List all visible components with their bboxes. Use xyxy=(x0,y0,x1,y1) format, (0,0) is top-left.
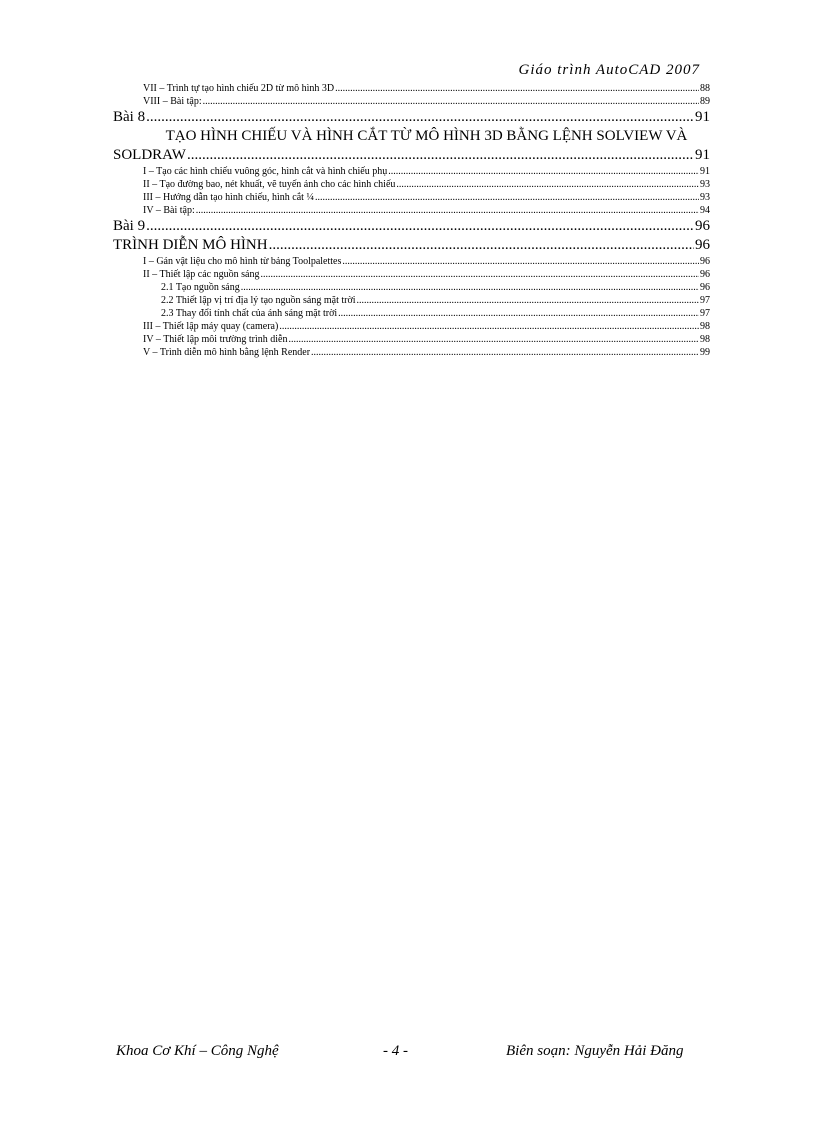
toc-leader-dots xyxy=(311,346,699,359)
toc-entry-page: 91 xyxy=(695,109,710,125)
toc-entry[interactable] xyxy=(113,281,710,294)
toc-leader-dots xyxy=(338,307,699,320)
toc-entry[interactable] xyxy=(113,307,710,320)
toc-leader-dots xyxy=(269,236,694,255)
toc-entry-page: 98 xyxy=(700,334,710,345)
toc-entry-page: 93 xyxy=(700,179,710,190)
toc-entry[interactable] xyxy=(113,268,710,281)
toc-entry-label: II – Thiết lập các nguồn sáng xyxy=(143,269,260,280)
toc-entry-label: 2.1 Tạo nguồn sáng xyxy=(161,282,240,293)
toc-entry[interactable] xyxy=(113,294,710,307)
toc-entry-label: I – Tạo các hình chiếu vuông góc, hình cắt và hình chiếu phụ xyxy=(143,166,388,177)
toc-entry-page: 97 xyxy=(700,295,710,306)
toc-leader-dots xyxy=(279,320,699,333)
toc-entry[interactable] xyxy=(113,217,710,236)
toc-entry[interactable] xyxy=(113,146,710,165)
toc-entry-page: 91 xyxy=(695,147,710,163)
toc-entry-label: SOLDRAW xyxy=(113,147,186,163)
toc-entry[interactable] xyxy=(113,178,710,191)
toc-leader-dots xyxy=(203,95,699,108)
toc-entry[interactable] xyxy=(113,127,710,146)
toc-leader-dots xyxy=(146,217,694,236)
toc-leader-dots xyxy=(357,294,699,307)
toc-leader-dots xyxy=(342,255,699,268)
toc-entry[interactable] xyxy=(113,236,710,255)
toc-entry-label: I – Gán vật liệu cho mô hình từ bảng Toolpalettes xyxy=(143,256,342,267)
toc-entry-label: III – Thiết lập máy quay (camera) xyxy=(143,321,279,332)
toc-entry-page: 96 xyxy=(700,269,710,280)
toc-entry-label: 2.3 Thay đổi tính chất của ánh sáng mặt trời xyxy=(161,308,338,319)
toc-leader-dots xyxy=(335,82,699,95)
toc-entry-page: 89 xyxy=(700,96,710,107)
toc-entry[interactable] xyxy=(113,333,710,346)
table-of-contents xyxy=(113,82,710,359)
toc-entry-page: 96 xyxy=(695,237,710,253)
toc-entry-label: IV – Bài tập: xyxy=(143,205,195,216)
toc-leader-dots xyxy=(315,191,699,204)
toc-leader-dots xyxy=(260,268,699,281)
toc-entry-label: Bài 8 xyxy=(113,109,146,125)
toc-entry[interactable] xyxy=(113,204,710,217)
toc-entry[interactable] xyxy=(113,320,710,333)
footer-page-number: - 4 - xyxy=(383,1043,408,1059)
toc-leader-dots xyxy=(146,108,694,127)
toc-leader-dots xyxy=(388,165,699,178)
toc-entry-label: VII – Trình tự tạo hình chiếu 2D từ mô hình 3D xyxy=(143,83,335,94)
toc-entry-label: IV – Thiết lập môi trường trình diễn xyxy=(143,334,288,345)
running-header: Giáo trình AutoCAD 2007 xyxy=(518,62,700,78)
toc-entry[interactable] xyxy=(113,255,710,268)
toc-entry-page: 97 xyxy=(700,308,710,319)
toc-leader-dots xyxy=(289,333,700,346)
toc-leader-dots xyxy=(241,281,699,294)
toc-entry-page: 98 xyxy=(700,321,710,332)
toc-entry[interactable] xyxy=(113,82,710,95)
toc-leader-dots xyxy=(396,178,699,191)
toc-leader-dots xyxy=(187,146,694,165)
toc-entry[interactable] xyxy=(113,191,710,204)
toc-entry-page: 93 xyxy=(700,192,710,203)
toc-entry-page: 99 xyxy=(700,347,710,358)
toc-entry-label: TẠO HÌNH CHIẾU VÀ HÌNH CẮT TỪ MÔ HÌNH 3D BẰNG LỆNH SOLVIEW VÀ xyxy=(165,128,688,144)
toc-entry-label: TRÌNH DIỄN MÔ HÌNH xyxy=(113,237,268,253)
toc-entry-page: 96 xyxy=(700,282,710,293)
footer-author: Biên soạn: Nguyễn Hải Đăng xyxy=(506,1043,684,1059)
toc-entry-page: 96 xyxy=(695,218,710,234)
toc-entry-label: III – Hướng dẫn tạo hình chiếu, hình cắt ¼ xyxy=(143,192,314,203)
toc-entry-label: Bài 9 xyxy=(113,218,146,234)
toc-entry[interactable] xyxy=(113,108,710,127)
toc-entry[interactable] xyxy=(113,95,710,108)
toc-entry-page: 88 xyxy=(700,83,710,94)
toc-entry-page: 94 xyxy=(700,205,710,216)
toc-entry-label: VIII – Bài tập: xyxy=(143,96,202,107)
toc-entry-label: V – Trình diễn mô hình bằng lệnh Render xyxy=(143,347,311,358)
toc-entry-label: 2.2 Thiết lập vị trí địa lý tạo nguồn sáng mặt trời xyxy=(161,295,356,306)
toc-entry[interactable] xyxy=(113,346,710,359)
toc-leader-dots xyxy=(196,204,699,217)
toc-entry-page: 91 xyxy=(700,166,710,177)
footer-department: Khoa Cơ Khí – Công Nghệ xyxy=(116,1043,279,1059)
toc-entry-page: 96 xyxy=(700,256,710,267)
toc-entry-label: II – Tạo đường bao, nét khuất, vẽ tuyến ảnh cho các hình chiếu xyxy=(143,179,396,190)
toc-entry[interactable] xyxy=(113,165,710,178)
